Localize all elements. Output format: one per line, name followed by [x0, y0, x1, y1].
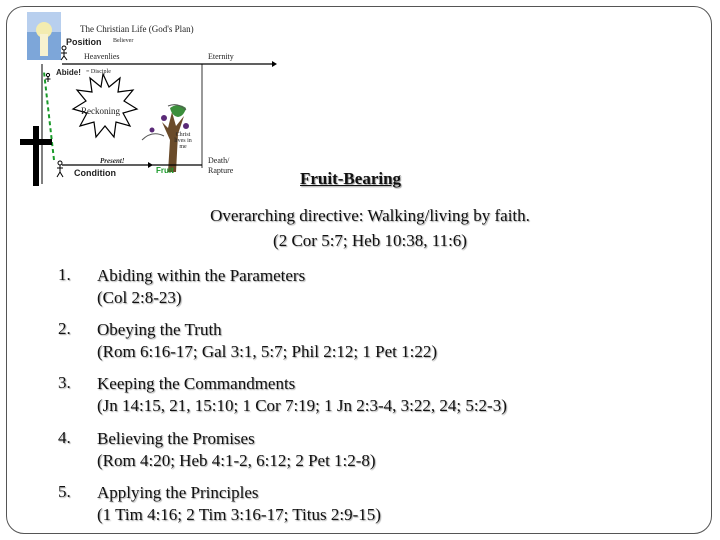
list-item-refs: (1 Tim 4:16; 2 Tim 3:16-17; Titus 2:9-15) [97, 505, 381, 524]
diagram-title: The Christian Life (God's Plan) [80, 24, 194, 34]
abide-dashed-line [44, 72, 54, 160]
reckoning-label: Reckoning [81, 106, 120, 116]
present-label: Present! [100, 157, 125, 165]
list-item-number: 4. [58, 428, 71, 447]
list-item-refs: (Jn 14:15, 21, 15:10; 1 Cor 7:19; 1 Jn 2:3-4, 3:22, 24; 5:2-3) [97, 396, 507, 415]
fruit-label: Fruit [156, 166, 174, 175]
eternity-label: Eternity [208, 52, 234, 61]
believer-label: Believer [113, 38, 134, 44]
present-figure-icon [57, 161, 63, 177]
list-item-refs: (Rom 4:20; Heb 4:1-2, 6:12; 2 Pet 1:2-8) [97, 451, 376, 470]
heavenlies-label: Heavenlies [84, 52, 120, 61]
disciple-figure-icon [46, 73, 51, 82]
position-label: Position [66, 37, 102, 47]
list-item-title: Obeying the Truth [97, 320, 222, 339]
death-rapture-label: Death/ Rapture [208, 156, 234, 175]
christ-lives-label: Christ lives in me [174, 132, 192, 150]
directive-line-2: (2 Cor 5:7; Heb 10:38, 11:6) [273, 231, 467, 250]
list-item-number: 2. [58, 319, 71, 338]
list-item-number: 3. [58, 373, 71, 392]
directive-line-1: Overarching directive: Walking/living by faith. [210, 206, 530, 225]
condition-label: Condition [74, 168, 116, 178]
disciple-label: = Disciple [86, 69, 111, 75]
list-item-refs: (Rom 6:16-17; Gal 3:1, 5:7; Phil 2:12; 1 Pet 1:22) [97, 342, 437, 361]
believer-figure-icon [61, 46, 67, 60]
christian-life-diagram [0, 0, 290, 200]
abide-label: Abide! [56, 68, 81, 77]
list-item-title: Abiding within the Parameters [97, 266, 306, 285]
list-item-title: Keeping the Commandments [97, 374, 296, 393]
cross-icon [20, 126, 52, 186]
list-item-refs: (Col 2:8-23) [97, 288, 182, 307]
list-item-title: Believing the Promises [97, 429, 255, 448]
list-item-number: 5. [58, 482, 71, 501]
list-item-title: Applying the Principles [97, 483, 259, 502]
page-title: Fruit-Bearing [300, 169, 402, 188]
list-item-number: 1. [58, 265, 71, 284]
